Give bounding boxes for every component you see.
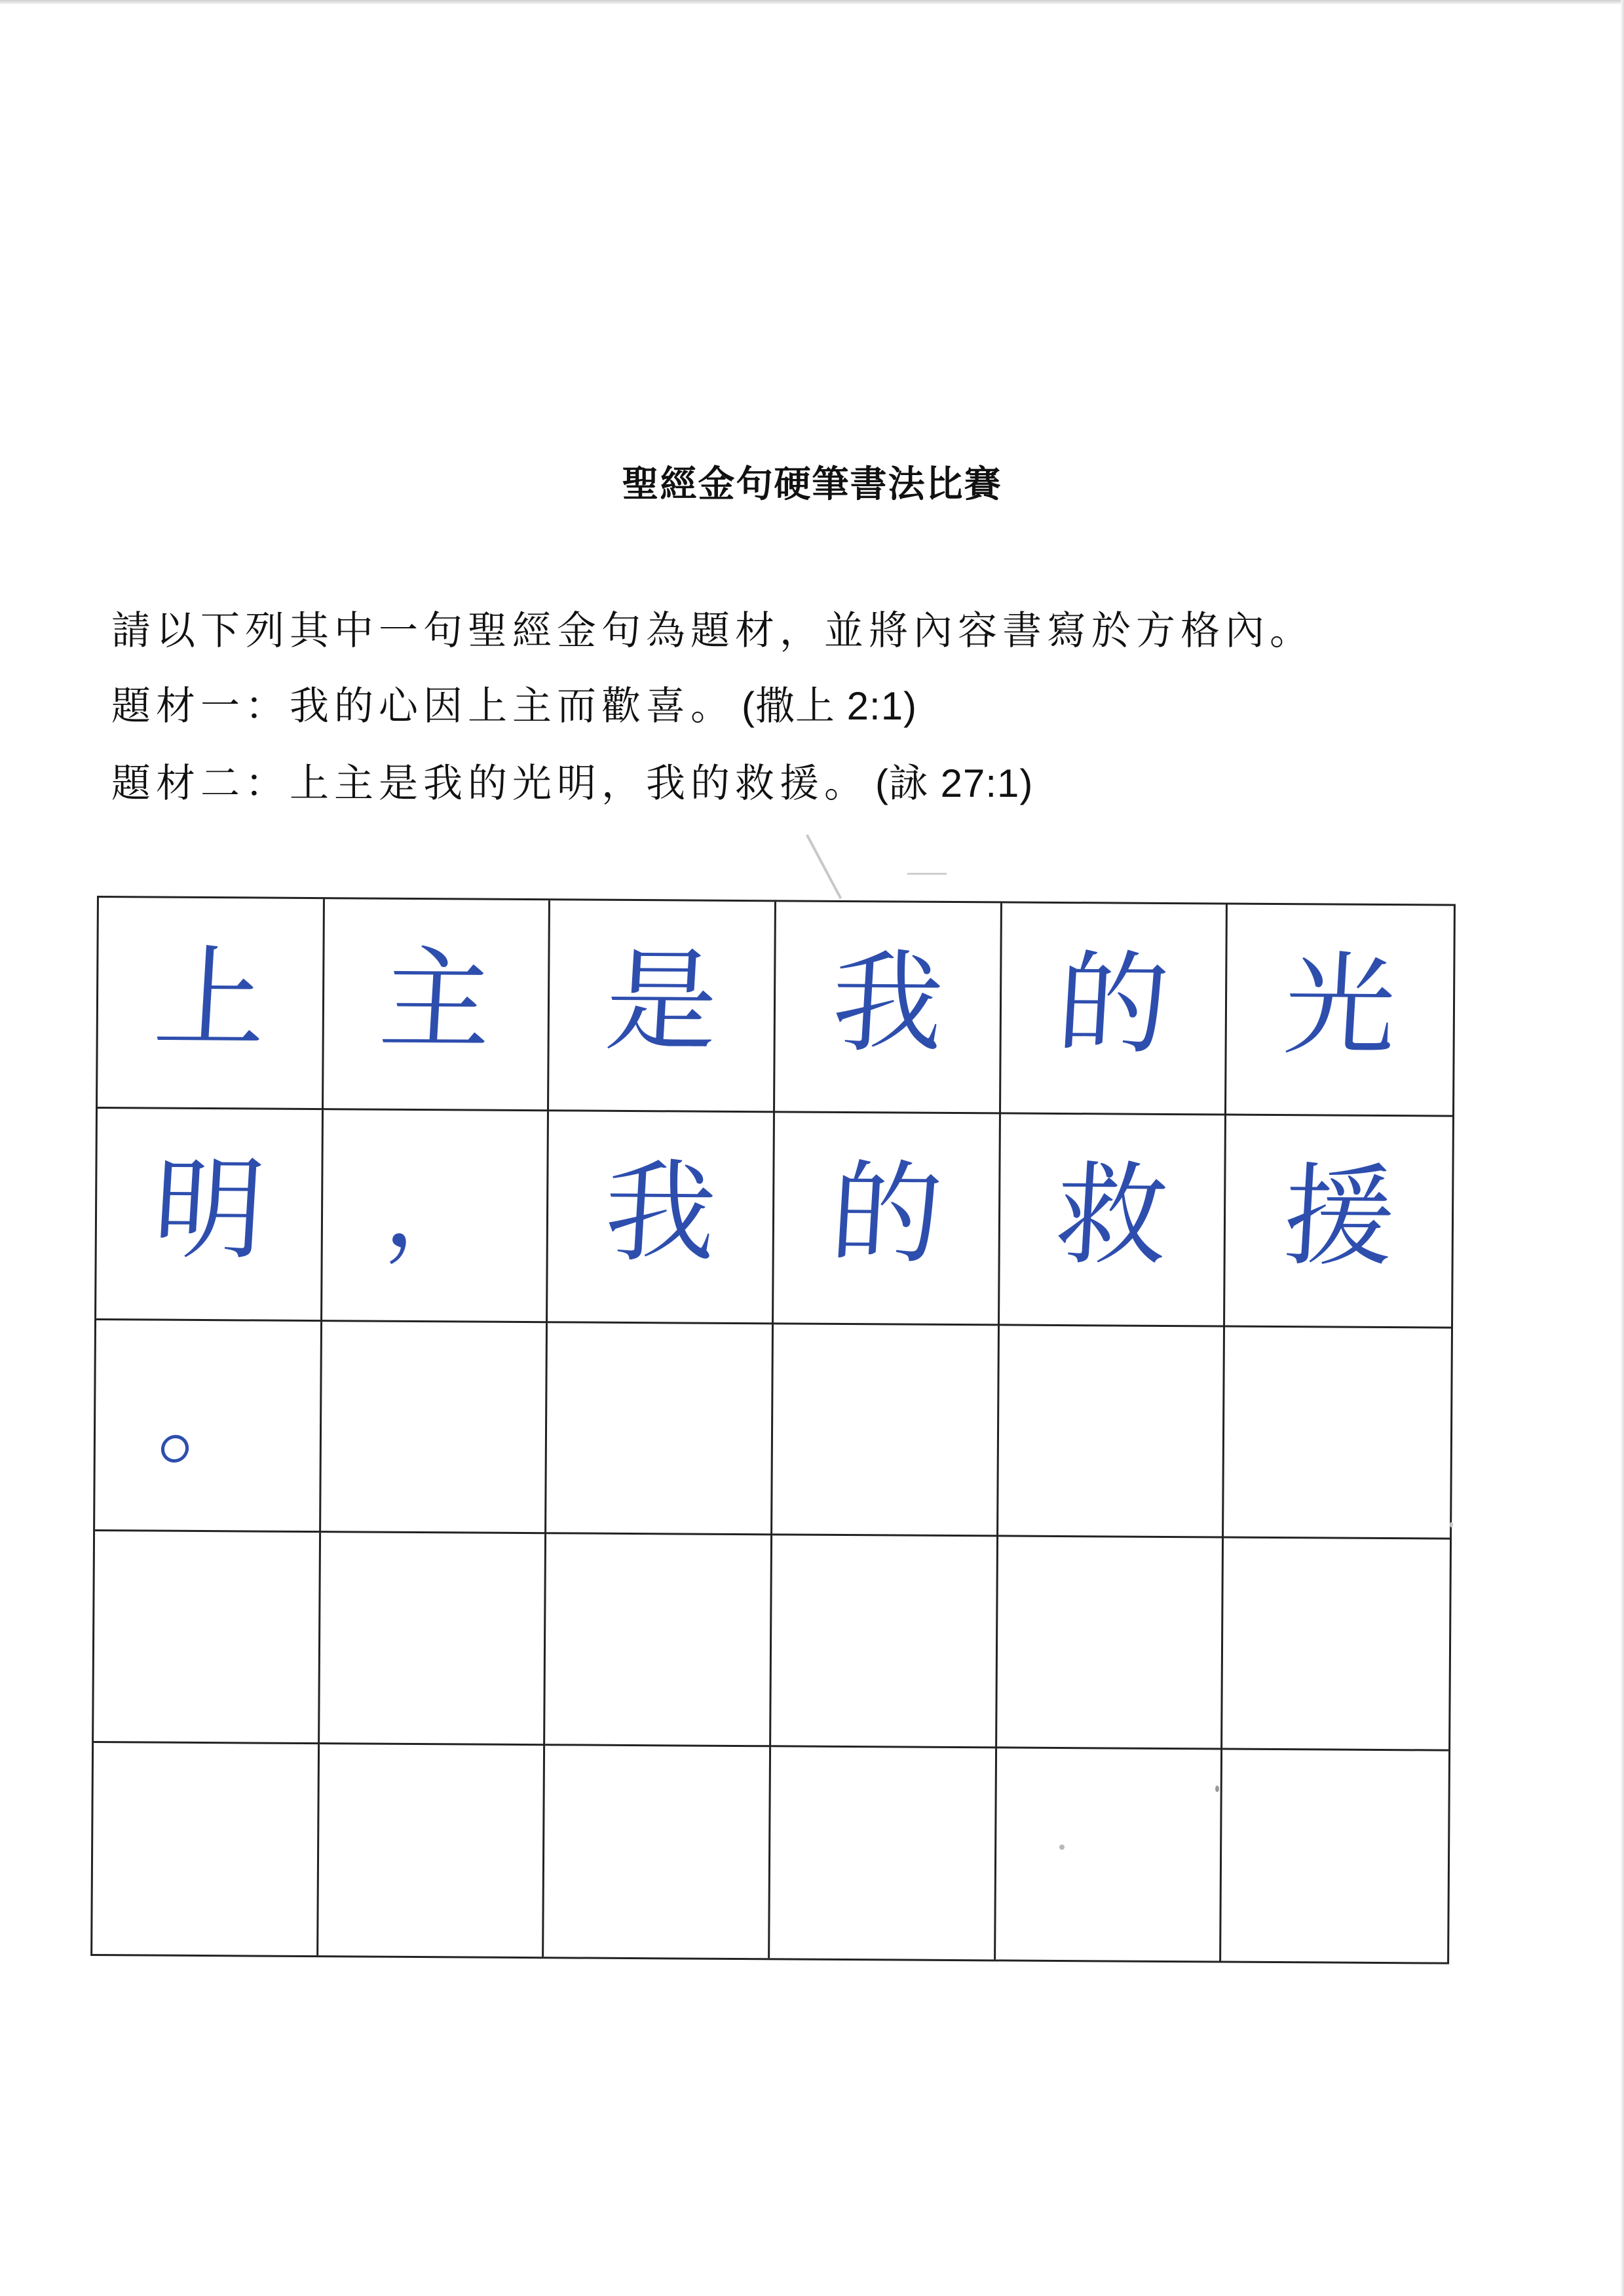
- handwritten-character: 主: [376, 935, 496, 1066]
- grid-cell: [98, 898, 325, 1110]
- grid-cell: [771, 1536, 998, 1749]
- handwritten-character: 我: [601, 1147, 721, 1278]
- grid-cell: [1224, 1327, 1451, 1539]
- grid-cell: [774, 1113, 1001, 1326]
- stray-pencil-dash: [907, 873, 947, 875]
- theme-one-reference: (撒上 2:1): [742, 684, 918, 728]
- handwritten-character: 明: [149, 1145, 269, 1276]
- handwritten-character: 援: [1279, 1152, 1399, 1283]
- grid-cell: [318, 1744, 546, 1957]
- theme-one-text: 題材一：我的心因上主而歡喜。: [111, 683, 735, 729]
- theme-one-line: [111, 675, 917, 731]
- grid-cell: [1221, 1750, 1448, 1962]
- grid-cell: [1001, 903, 1228, 1115]
- handwritten-character: 上: [151, 934, 270, 1065]
- grid-cell: [772, 1324, 1000, 1537]
- theme-two-text: 題材二：上主是我的光明，我的救援。: [111, 761, 869, 807]
- grid-cell: [770, 1747, 997, 1959]
- handwritten-character: 救: [1052, 1151, 1172, 1282]
- grid-cell: [1225, 1116, 1452, 1329]
- grid-cell: [95, 1320, 322, 1533]
- writing-grid: [90, 896, 1456, 1964]
- page-title: 聖經金句硬筆書法比賽: [622, 463, 1002, 506]
- grid-cell: [1000, 1115, 1227, 1328]
- grid-cell: [545, 1534, 772, 1747]
- theme-two-line: [111, 752, 1033, 809]
- instruction-line: [111, 600, 1314, 656]
- grid-cell: [544, 1746, 771, 1958]
- handwritten-character: 。: [155, 1364, 261, 1479]
- grid-cell: [775, 902, 1002, 1114]
- grid-cell: [320, 1533, 547, 1746]
- grid-cell: [996, 1748, 1223, 1961]
- grid-cell: [997, 1537, 1224, 1750]
- grid-cell: [96, 1109, 324, 1322]
- grid-cell: [1222, 1539, 1450, 1751]
- grid-cell: [549, 900, 776, 1113]
- handwritten-character: 我: [828, 938, 947, 1069]
- stray-pencil-mark: [806, 834, 842, 899]
- scan-edge-right: [1621, 0, 1624, 2296]
- scan-speck: [1059, 1845, 1065, 1850]
- handwritten-character: 光: [1280, 940, 1400, 1071]
- grid-cell: [321, 1322, 548, 1534]
- scan-speck: [1215, 1786, 1219, 1792]
- scan-edge-top: [0, 0, 1624, 4]
- handwritten-character: 的: [1053, 939, 1173, 1070]
- handwritten-character: 的: [827, 1149, 946, 1280]
- instruction-text: 請以下列其中一句聖經金句為題材，並將內容書寫於方格內。: [111, 608, 1314, 654]
- scan-speck: [1450, 1522, 1453, 1527]
- grid-cell: [322, 1111, 550, 1324]
- grid-cell: [548, 1112, 775, 1325]
- grid-cell: [998, 1326, 1226, 1538]
- grid-cell: [546, 1323, 774, 1535]
- grid-cell: [1226, 905, 1454, 1117]
- grid-cell: [324, 899, 551, 1111]
- grid-cell: [94, 1531, 321, 1744]
- grid-cell: [92, 1743, 320, 1955]
- theme-two-reference: (詠 27:1): [875, 761, 1034, 805]
- handwritten-character: 是: [602, 936, 721, 1067]
- handwritten-character: ，: [382, 1154, 487, 1269]
